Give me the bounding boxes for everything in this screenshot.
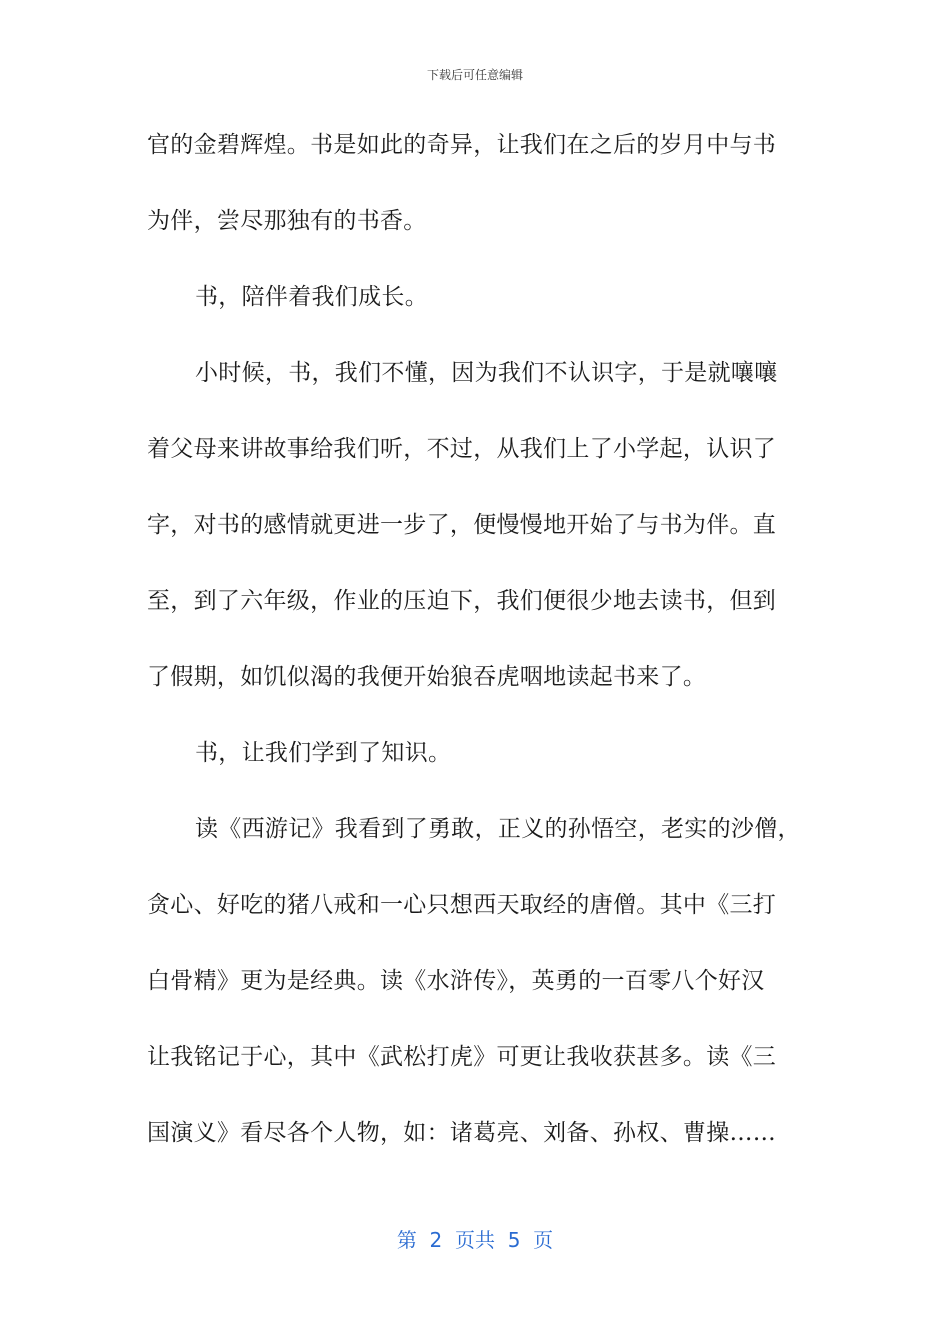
- paragraph-line: 小时候，书，我们不懂，因为我们不认识字，于是就嚷嚷: [195, 360, 778, 386]
- text-line: 国演义》看尽各个人物，如：诸葛亮、刘备、孙权、曹操……: [147, 1120, 777, 1146]
- page-number: 第 2 页共 5 页: [396, 1228, 554, 1252]
- paragraph-line: 书，让我们学到了知识。: [195, 740, 452, 766]
- document-body: [147, 122, 807, 1186]
- text-line: 官的金碧辉煌。书是如此的奇异，让我们在之后的岁月中与书: [147, 132, 777, 158]
- text-line: 为伴，尝尽那独有的书香。: [147, 208, 427, 234]
- text-line: 字，对书的感情就更进一步了，便慢慢地开始了与书为伴。直: [147, 512, 777, 538]
- text-line: 至，到了六年级，作业的压迫下，我们便很少地去读书，但到: [147, 588, 777, 614]
- text-line: 让我铭记于心，其中《武松打虎》可更让我收获甚多。读《三: [147, 1044, 777, 1070]
- text-line: 贪心、好吃的猪八戒和一心只想西天取经的唐僧。其中《三打: [147, 892, 777, 918]
- header-note: 下载后可任意编辑: [426, 68, 523, 82]
- paragraph-line: 书，陪伴着我们成长。: [195, 284, 428, 310]
- text-line: 着父母来讲故事给我们听，不过，从我们上了小学起，认识了: [147, 436, 777, 462]
- text-line: 白骨精》更为是经典。读《水浒传》，英勇的一百零八个好汉: [147, 968, 765, 994]
- text-line: 了假期，如饥似渴的我便开始狼吞虎咽地读起书来了。: [147, 664, 707, 690]
- paragraph-line: 读《西游记》我看到了勇敢，正义的孙悟空，老实的沙僧，: [195, 816, 801, 842]
